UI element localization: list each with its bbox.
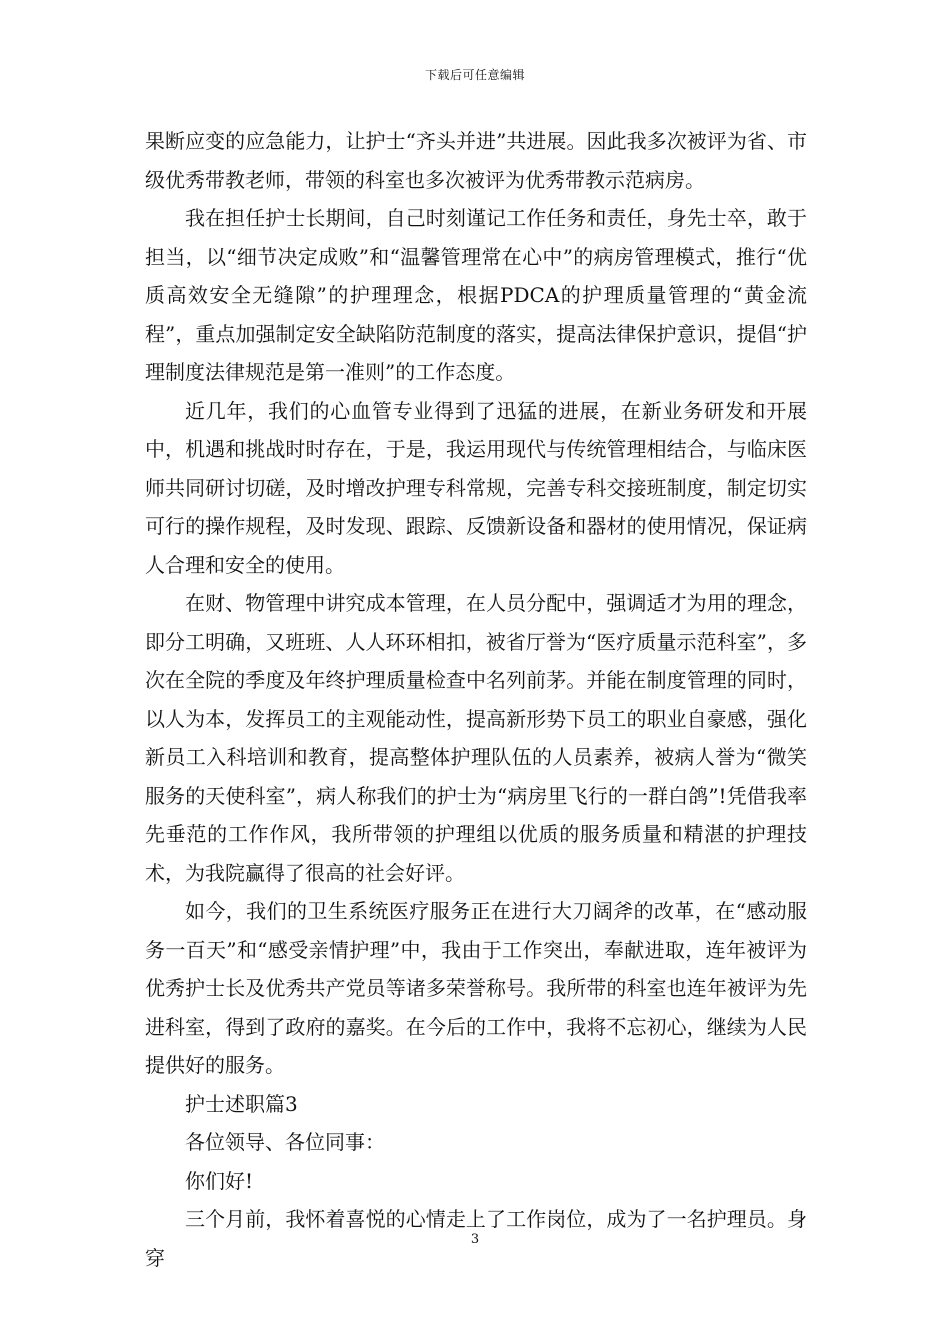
document-body bbox=[145, 122, 807, 1277]
salutation: 各位领导、各位同事： bbox=[185, 1130, 385, 1154]
section-title: 护士述职篇3 bbox=[185, 1091, 298, 1116]
page-header: 下载后可任意编辑 bbox=[424, 68, 525, 82]
paragraph-continuation: 果断应变的应急能力，让护士“齐头并进”共进展。因此我多次被评为省、市级优秀带教老师，带领的科室也多次被评为优秀带教示范病房。 bbox=[145, 129, 807, 192]
paragraph: 近几年，我们的心血管专业得到了迅猛的进展，在新业务研发和开展中，机遇和挑战时时存在，于是，我运用现代与传统管理相结合，与临床医师共同研讨切磋，及时增改护理专科常规，完善专科交接班制度，制定切实可行的操作规程，及时发现、跟踪、反馈新设备和器材的使用情况，保证病人合理和安全的使用。 bbox=[145, 398, 807, 577]
page-number: 3 bbox=[470, 1232, 480, 1247]
paragraph: 我在担任护士长期间，自己时刻谨记工作任务和责任，身先士卒，敢于担当，以“细节决定成败”和“温馨管理常在心中”的病房管理模式，推行“优质高效安全无缝隙”的护理理念，根据PDCA的护理质量管理的“黄金流程”，重点加强制定安全缺陷防范制度的落实，提高法律保护意识，提倡“护理制度法律规范是第一准则”的工作态度。 bbox=[145, 206, 807, 384]
paragraph: 三个月前，我怀着喜悦的心情走上了工作岗位，成为了一名护理员。身穿 bbox=[145, 1207, 807, 1270]
greeting: 你们好! bbox=[185, 1168, 254, 1193]
paragraph: 如今，我们的卫生系统医疗服务正在进行大刀阔斧的改革，在“感动服务一百天”和“感受亲情护理”中，我由于工作突出，奉献进取，连年被评为优秀护士长及优秀共产党员等诸多荣誉称号。我所带的科室也连年被评为先进科室，得到了政府的嘉奖。在今后的工作中，我将不忘初心，继续为人民提供好的服务。 bbox=[145, 899, 807, 1077]
paragraph: 在财、物管理中讲究成本管理，在人员分配中，强调适才为用的理念，即分工明确，又班班、人人环环相扣，被省厅誉为“医疗质量示范科室”，多次在全院的季度及年终护理质量检查中名列前茅。并能在制度管理的同时，以人为本，发挥员工的主观能动性，提高新形势下员工的职业自豪感，强化新员工入科培训和教育，提高整体护理队伍的人员素养，被病人誉为“微笑服务的天使科室”，病人称我们的护士为“病房里飞行的一群白鸽”!凭借我率先垂范的工作作风，我所带领的护理组以优质的服务质量和精湛的护理技术，为我院赢得了很高的社会好评。 bbox=[145, 591, 807, 885]
